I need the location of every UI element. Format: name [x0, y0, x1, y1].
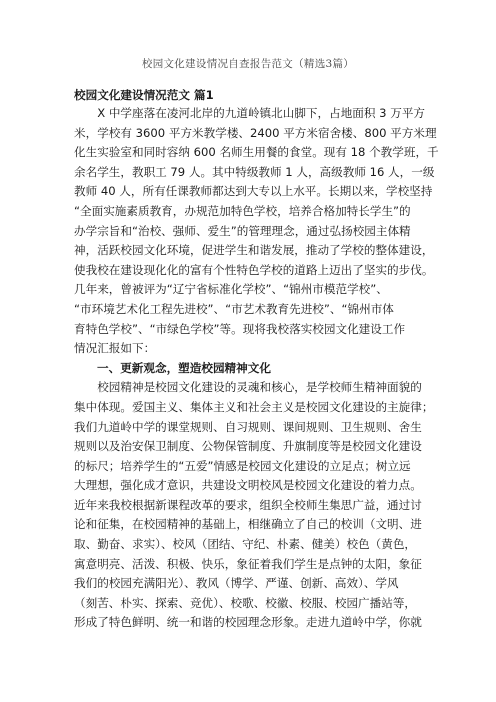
text-line: 教师 40 人，所有任课教师都达到大专以上水平。长期以来，学校坚持: [74, 184, 433, 199]
text-line: 近年来我校根据新课程改革的要求，组织全校师生集思广益，通过讨: [74, 497, 422, 512]
text-line: 寓意明亮、活泼、积极、快乐，象征着我们学生是点钟的太阳，象征: [74, 556, 422, 571]
text-line: “全面实施素质教育，办规范加特色学校，培养合格加特长学生”的: [74, 203, 411, 218]
section-title: 校园文化建设情况范文 篇1: [74, 88, 214, 102]
document-header: 校园文化建设情况自查报告范文（精选3篇）: [141, 58, 355, 70]
text-line: （刻苦、朴实、探索、竞优）、校歌、校徽、校服、校园广播站等，: [74, 595, 417, 610]
text-line: 情况汇报如下：: [74, 341, 156, 356]
text-line: 规则以及治安保卫制度、公物保管制度、升旗制度等是校园文化建设: [74, 439, 422, 454]
text-line: 我们九道岭中学的课堂规则、自习规则、课间规则、卫生规则、舍生: [74, 419, 422, 434]
text-line: 形成了特色鲜明、统一和谐的校园理念形象。走进九道岭中学，你就: [74, 615, 422, 630]
text-line: 大理想，强化成才意识，共建设文明校风是校园文化建设的着力点。: [74, 478, 422, 493]
text-line: 的标尺；培养学生的“五爱”情感是校园文化建设的立足点；树立远: [74, 458, 411, 473]
section-heading: 一、更新观念，塑造校园精神文化: [97, 360, 271, 375]
paragraph-intro: [74, 104, 439, 359]
text-line: 我们的校园充满阳光）、教风（博学、严谨、创新、高效）、学风: [74, 576, 399, 591]
text-line: 校园精神是校园文化建设的灵魂和核心，是学校师生精神面貌的: [74, 380, 422, 395]
text-line: 论和征集，在校园精神的基础上，相继确立了自己的校训（文明、进: [74, 517, 422, 532]
text-line: 使我校在建设现化化的富有个性特色学校的道路上迈出了坚实的步伐。: [74, 262, 434, 277]
text-line: 办学宗旨和“治校、强师、爱生”的管理理念，通过弘扬校园主体精: [74, 223, 411, 238]
text-line: 育特色学校”、“市绿色学校”等。现将我校落实校园文化建设工作: [74, 321, 406, 336]
text-line: 集中体现。爱国主义、集体主义和社会主义是校园文化建设的主旋律；: [74, 399, 434, 414]
text-line: 米，学校有 3600 平方米教学楼、2400 平方米宿舍楼、800 平方米理: [74, 125, 437, 140]
document-content: [74, 86, 439, 633]
text-line: 余名学生，教职工 79 人。其中特级教师 1 人，高级教师 16 人，一级: [74, 164, 435, 179]
text-line: 取、勤奋、求实）、校风（团结、守纪、朴素、健美）校色（黄色，: [74, 537, 417, 552]
text-line: 化生实验室和同时容纳 600 名师生用餐的食堂。现有 18 个教学班，千: [74, 145, 439, 160]
text-line: “市环境艺术化工程先进校”、“市艺术教育先进校”、“锦州市体: [74, 301, 394, 316]
text-line: 神，活跃校园文化环境，促进学生和谐发展，推动了学校的整体建设，: [74, 243, 434, 258]
text-line: 几年来，曾被评为“辽宁省标准化学校”、“锦州市模范学校”、: [74, 282, 388, 297]
text-line: X 中学座落在凌河北岸的九道岭镇北山脚下，占地面积 3 万平方: [74, 106, 426, 120]
paragraph-campus-spirit: [74, 378, 432, 633]
